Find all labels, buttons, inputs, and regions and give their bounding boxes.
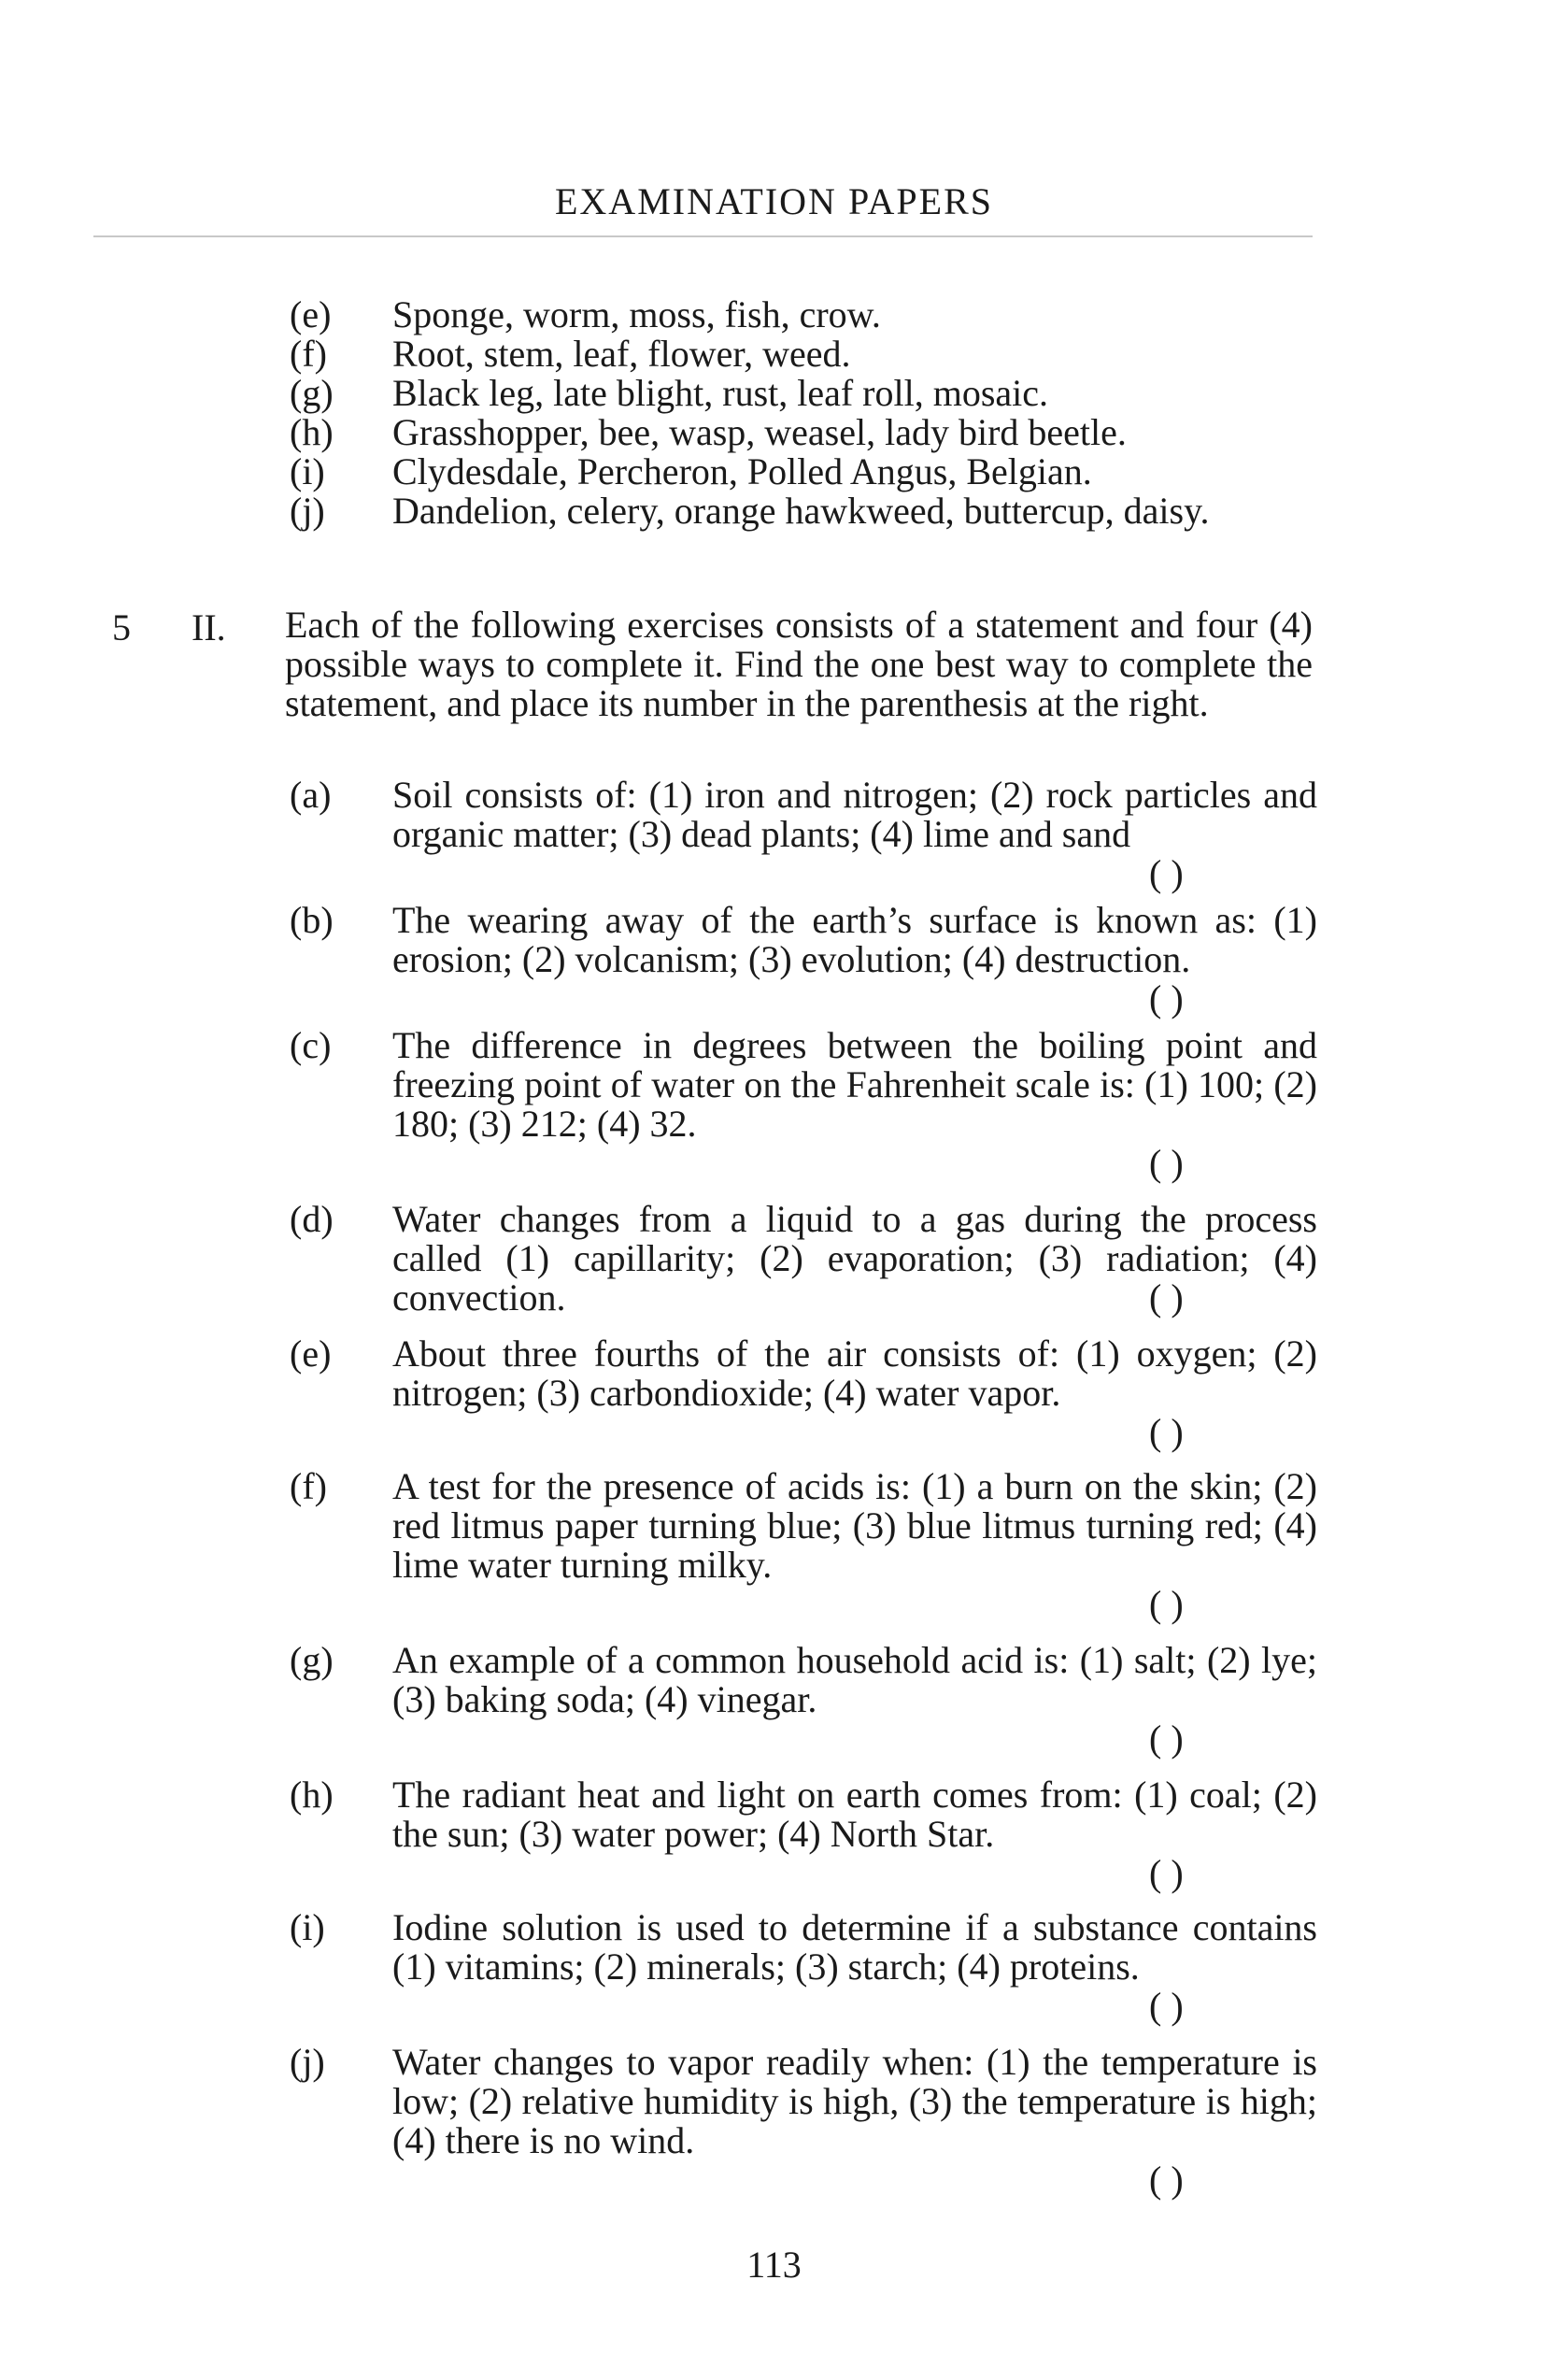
question-text: Water changes from a liquid to a gas during the process called (1) capillarity; (2) evaporation; (3) radiation; (4) convection.: [392, 1198, 1317, 1318]
question-label: (e): [290, 1333, 332, 1375]
item-label: (h): [290, 411, 334, 453]
answer-parens: ( ): [1149, 1583, 1184, 1625]
line-number: 5: [112, 606, 131, 648]
question-label: (c): [290, 1024, 332, 1066]
answer-parens: ( ): [1149, 977, 1184, 1019]
item-label: (i): [290, 450, 325, 492]
question-label: (i): [290, 1906, 325, 1948]
item-text: Clydesdale, Percheron, Polled Angus, Belgian.: [392, 450, 1092, 492]
answer-parens: ( ): [1149, 1142, 1184, 1184]
item-label: (f): [290, 333, 327, 375]
answer-parens: ( ): [1149, 1852, 1184, 1894]
question-label: (g): [290, 1639, 334, 1681]
question-label: (d): [290, 1198, 334, 1240]
item-label: (e): [290, 293, 332, 335]
question-text: The difference in degrees between the boiling point and freezing point of water on the Fahrenheit scale is: (1) 100; (2) 180; (3) 212; (4) 32.: [392, 1024, 1317, 1145]
question-text: Soil consists of: (1) iron and nitrogen; (2) rock particles and organic matter; (3) dead plants; (4) lime and sand: [392, 774, 1317, 855]
question-text: Water changes to vapor readily when: (1) the temperature is low; (2) relative humidity is high, (3) the temperature is high; (4) there is no wind.: [392, 2041, 1317, 2161]
question-text: The wearing away of the earth’s surface is known as: (1) erosion; (2) volcanism; (3) evolution; (4) destruction.: [392, 899, 1317, 980]
question-text: A test for the presence of acids is: (1) a burn on the skin; (2) red litmus paper turning blue; (3) blue litmus turning red; (4) lime water turning milky.: [392, 1465, 1317, 1586]
instructions-text: Each of the following exercises consists of a statement and four (4) possible ways to complete it. Find the one best way to complete the statement, and place its number in the parenthesis at the right.: [285, 604, 1313, 724]
answer-parens: ( ): [1149, 1276, 1184, 1318]
section-numeral: II.: [192, 606, 226, 648]
header-rule: [93, 235, 1313, 237]
page-number: 113: [746, 2244, 802, 2286]
question-text: About three fourths of the air consists of: (1) oxygen; (2) nitrogen; (3) carbondioxide; (4) water vapor.: [392, 1333, 1317, 1414]
question-text: The radiant heat and light on earth comes from: (1) coal; (2) the sun; (3) water power; (4) North Star.: [392, 1774, 1317, 1855]
item-label: (g): [290, 372, 334, 414]
item-text: Grasshopper, bee, wasp, weasel, lady bird beetle.: [392, 411, 1127, 453]
question-label: (h): [290, 1774, 334, 1816]
item-text: Sponge, worm, moss, fish, crow.: [392, 293, 881, 335]
question-label: (j): [290, 2041, 325, 2083]
answer-parens: ( ): [1149, 2159, 1184, 2201]
question-label: (b): [290, 899, 334, 941]
question-text: An example of a common household acid is: (1) salt; (2) lye; (3) baking soda; (4) vinegar.: [392, 1639, 1317, 1720]
item-label: (j): [290, 490, 325, 532]
item-text: Black leg, late blight, rust, leaf roll, mosaic.: [392, 372, 1049, 414]
answer-parens: ( ): [1149, 852, 1184, 894]
question-label: (a): [290, 774, 332, 816]
answer-parens: ( ): [1149, 1985, 1184, 2027]
answer-parens: ( ): [1149, 1717, 1184, 1760]
question-text: Iodine solution is used to determine if a substance contains (1) vitamins; (2) minerals; (3) starch; (4) proteins.: [392, 1906, 1317, 1988]
item-text: Dandelion, celery, orange hawkweed, buttercup, daisy.: [392, 490, 1210, 532]
question-label: (f): [290, 1465, 327, 1507]
item-text: Root, stem, leaf, flower, weed.: [392, 333, 851, 375]
running-header: EXAMINATION PAPERS: [554, 180, 994, 222]
answer-parens: ( ): [1149, 1411, 1184, 1453]
